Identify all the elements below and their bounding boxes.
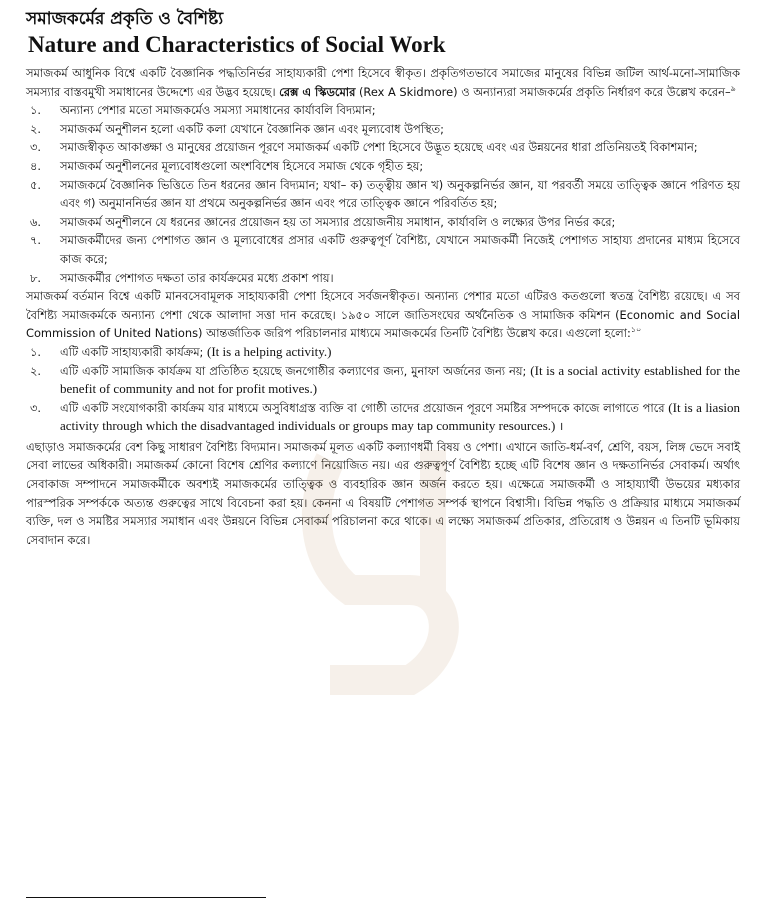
list-item-text bbox=[60, 399, 740, 436]
list-item bbox=[26, 399, 740, 436]
list-item-text: সমাজকর্মে বৈজ্ঞানিক ভিত্তিতে তিন ধরনের জ্ঞান বিদ্যমান; যথা– ক) তত্ত্বীয় জ্ঞান খ) অনুকল্পনির্ভর জ্ঞান, যা পরবর্তী সময়ে তাত্ত্বিক জ্ঞানে পরিণত হয় এবং গ) অনুমাননির্ভর জ্ঞান যা প্রথমে অনুকল্পনির্ভর জ্ঞান এবং পরে তাত্ত্বিক জ্ঞানে পরিবর্তিত হয়; bbox=[60, 177, 740, 211]
list-item-text bbox=[60, 343, 740, 362]
footnote-divider bbox=[26, 897, 266, 898]
list-item-number: ১. bbox=[30, 344, 42, 359]
list-item-text: অন্যান্য পেশার মতো সমাজকর্মেও সমস্যা সমাধানের কার্যাবলি বিদ্যমান; bbox=[60, 103, 376, 118]
list-item-text: সমাজকর্মীর পেশাগত দক্ষতা তার কার্যক্রমের মধ্যে প্রকাশ পায়। bbox=[60, 270, 334, 285]
list-item bbox=[26, 343, 740, 362]
list-item-bengali: এটি একটি সামাজিক কার্যক্রম যা প্রতিষ্ঠিত হয়েছে জনগোষ্ঠীর কল্যাণের জন্য, মুনাফা অর্জনের জন্য নয়; bbox=[60, 363, 527, 378]
list-item-english: (It is a liasion activity through which the disadvantaged individuals or groups may tap community resources.) bbox=[60, 399, 740, 434]
list-item-bengali: এটি একটি সংযোগকারী কার্যক্রম যার মাধ্যমে অসুবিধাগ্রস্ত ব্যক্তি বা গোষ্ঠী তাদের প্রয়োজন পূরণে সমষ্টির সম্পদকে কাজে লাগাতে পারে bbox=[60, 400, 665, 415]
footnote-marker: ৯ bbox=[730, 83, 736, 93]
list-item bbox=[26, 157, 740, 176]
list-item-number: ৪. bbox=[30, 158, 42, 173]
list-item-text: সমাজস্বীকৃত আকাঙ্ক্ষা ও মানুষের প্রয়োজন পূরণে সমাজকর্ম একটি পেশা হিসেবে উদ্ভূত হয়েছে এবং এর উন্নয়নের ধারা প্রতিনিয়তই বিকাশমান; bbox=[60, 140, 698, 155]
list-item-text: সমাজকর্ম অনুশীলন হলো একটি কলা যেখানে বৈজ্ঞানিক জ্ঞান এবং মূল্যবোধ উপস্থিত; bbox=[60, 121, 444, 136]
list-item bbox=[26, 176, 740, 213]
list-item-text bbox=[60, 362, 740, 399]
list-item-english: (It is a social activity established for the benefit of community and not for profit motives.) bbox=[60, 362, 741, 397]
list-item-number: ৫. bbox=[30, 177, 42, 192]
paragraph-text: সমাজকর্ম বর্তমান বিশ্বে একটি মানবসেবামূলক সাহায্যকারী পেশা হিসেবে সর্বজনস্বীকৃত। অন্যান্য পেশার মতো এটিরও কতগুলো স্বতন্ত্র বৈশিষ্ট্য রয়েছে। এ সব বৈশিষ্ট্য সমাজকর্মকে অন্যান্য পেশা থেকে আলাদা সত্তা দান করেছে। ১৯৫০ সালে জাতিসংঘের অর্থনৈতিক ও সামাজিক কমিশন (Economic and Social Commission of United Nations) আন্তর্জাতিক জরিপ পরিচালনার মাধ্যমে সমাজকর্মের তিনটি বৈশিষ্ট্য উল্লেখ করে। এগুলো হলো: bbox=[26, 289, 740, 341]
nature-list bbox=[26, 101, 740, 287]
list-item bbox=[26, 101, 740, 120]
list-item bbox=[26, 269, 740, 288]
list-item-number: ৩. bbox=[30, 140, 42, 155]
list-item bbox=[26, 231, 740, 268]
list-item-number: ২. bbox=[30, 363, 42, 378]
list-item-number: ৩. bbox=[30, 400, 42, 415]
list-item-number: ২. bbox=[30, 121, 42, 136]
list-item bbox=[26, 362, 740, 399]
list-item bbox=[26, 138, 740, 157]
un-characteristics-list bbox=[26, 343, 740, 436]
list-item-text: সমাজকর্ম অনুশীলনে যে ধরনের জ্ঞানের প্রয়োজন হয় তা সমস্যার প্রয়োজনীয় সমাধান, কার্যাবলি ও লক্ষ্যের উপর নির্ভর করে; bbox=[60, 214, 616, 229]
list-item-number: ৬. bbox=[30, 214, 42, 229]
heading-english: Nature and Characteristics of Social Work bbox=[28, 32, 446, 57]
un-commission-paragraph bbox=[26, 287, 740, 343]
footnote-marker: ১০ bbox=[630, 325, 642, 335]
list-item-number: ৭. bbox=[30, 233, 42, 248]
list-item-text: সমাজকর্ম অনুশীলনের মূল্যবোধগুলো অংশবিশেষ হিসেবে সমাজ থেকে গৃহীত হয়; bbox=[60, 158, 424, 173]
heading-bengali: সমাজকর্মের প্রকৃতি ও বৈশিষ্ট্য bbox=[26, 9, 224, 29]
list-item-text: সমাজকর্মীদের জন্য পেশাগত জ্ঞান ও মূল্যবোধের প্রসার একটি গুরুত্বপূর্ণ বৈশিষ্ট্য, যেখানে সমাজকর্মী নিজেই পেশাগত সাহায্য প্রদানের মাধ্যম হিসেবে কাজ করে; bbox=[60, 233, 740, 266]
list-item-number: ৮. bbox=[30, 270, 42, 285]
intro-text-1: সমাজকর্ম আধুনিক বিশ্বে একটি বৈজ্ঞানিক পদ্ধতিনির্ভর সাহায্যকারী পেশা হিসেবে স্বীকৃত। প্রকৃতিগতভাবে সমাজের মানুষের বিভিন্ন জটিল আর্থ-মনো-সামাজিক সমস্যার বাস্তবমুখী সমাধানের উদ্দেশ্যে এর উদ্ভব হয়েছে। bbox=[26, 66, 740, 99]
list-item-bengali: এটি একটি সাহায্যকারী কার্যক্রম; bbox=[60, 344, 204, 359]
list-item-english: (It is a helping activity.) bbox=[207, 343, 332, 359]
intro-author-name: রেক্স এ স্কিডমোর bbox=[279, 84, 356, 99]
list-item-number: ১. bbox=[30, 103, 42, 118]
general-characteristics-paragraph: এছাড়াও সমাজকর্মের বেশ কিছু সাধারণ বৈশিষ্ট্য বিদ্যমান। সমাজকর্ম মূলত একটি কল্যাণধর্মী বিষয় ও পেশা। এখানে জাতি-ধর্ম-বর্ণ, শ্রেণি, বয়স, লিঙ্গ ভেদে সবাই সেবা লাভের অধিকারী। সমাজকর্ম কোনো বিশেষ শ্রেণির কল্যাণে নিয়োজিত নয়। এর গুরুত্বপূর্ণ বৈশিষ্ট্য হচ্ছে এটি বিশেষ জ্ঞান ও দক্ষতানির্ভর সেবাকর্ম। অর্থাৎ সেবাকাজ সম্পাদনে সমাজকর্মীকে অবশ্যই সমাজকর্মের তাত্ত্বিক ও ব্যবহারিক জ্ঞান অর্জন করতে হয়। এক্ষেত্রে সমাজকর্মী ও সাহায্যার্থী উভয়ের মধ্যকার পারস্পরিক সম্পর্ককে অত্যন্ত গুরুত্বের সাথে বিবেচনা করা হয়। কেননা এ বিষয়টি পেশাগত সম্পর্ক স্থাপনে বিশ্বাসী। বিভিন্ন পদ্ধতি ও প্রক্রিয়ার মাধ্যমে সমাজকর্ম ব্যক্তি, দল ও সমষ্টির সমস্যার সমাধান এবং উন্নয়নে বিভিন্ন সেবাকর্ম পরিচালনা করে থাকে। এ লক্ষ্যে সমাজকর্ম প্রতিকার, প্রতিরোধ ও উন্নয়ন এ তিনটি ভূমিকায় সেবাদান করে। bbox=[26, 439, 740, 547]
list-item-end-mark: । bbox=[558, 419, 564, 434]
list-item bbox=[26, 213, 740, 232]
intro-paragraph bbox=[26, 64, 740, 101]
list-item bbox=[26, 120, 740, 139]
intro-text-2: (Rex A Skidmore) ও অন্যান্যরা সমাজকর্মের প্রকৃতি নির্ধারণ করে উল্লেখ করেন– bbox=[358, 84, 731, 99]
